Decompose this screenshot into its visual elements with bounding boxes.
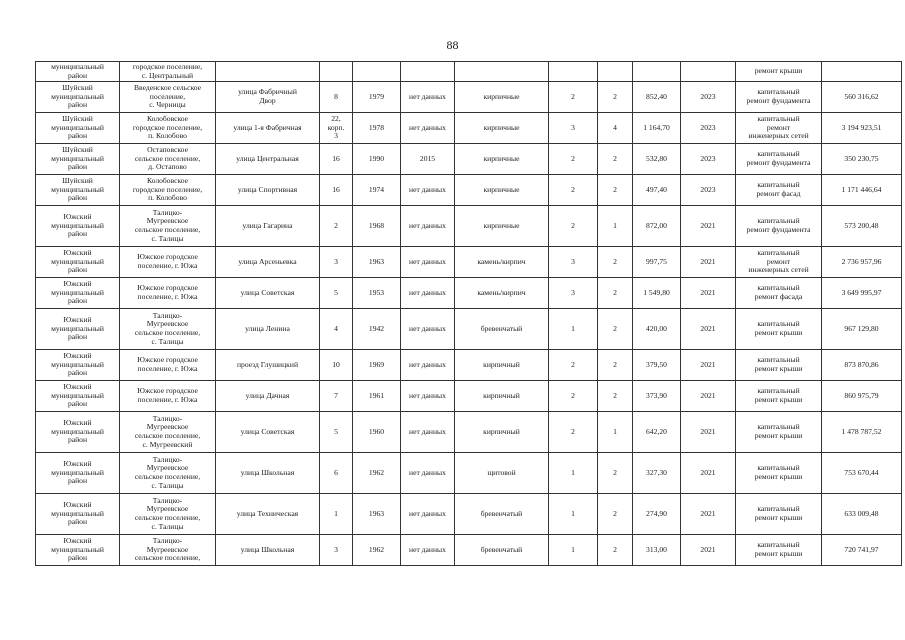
cell-floors: 2 (549, 381, 598, 412)
cell-street: улица Советская (216, 278, 320, 309)
table-row (36, 412, 902, 453)
cell-material: бревенчатый (455, 309, 549, 350)
cell-work: капитальный ремонт крыши (736, 381, 822, 412)
cell-year: 1961 (353, 381, 401, 412)
cell-year: 1978 (353, 113, 401, 144)
cell-material: кирпичные (455, 175, 549, 206)
cell-material: кирпичные (455, 82, 549, 113)
page-number: 88 (446, 38, 459, 52)
cell-work: капитальный ремонт крыши (736, 453, 822, 494)
cell-material: щитовой (455, 453, 549, 494)
cell-area: 532,80 (633, 144, 681, 175)
table-row (36, 247, 902, 278)
table-row (36, 381, 902, 412)
cell-settlement: Южское городское поселение, г. Южа (120, 278, 216, 309)
cell-entrances: 2 (598, 82, 633, 113)
cell-year (353, 62, 401, 82)
cell-last-repair: нет данных (401, 247, 455, 278)
table-row (36, 175, 902, 206)
cell-house: 10 (320, 350, 353, 381)
cell-floors (549, 62, 598, 82)
cell-cost: 873 870,86 (822, 350, 902, 381)
cell-last-repair: нет данных (401, 175, 455, 206)
cell-area: 373,90 (633, 381, 681, 412)
cell-street: улица Школьная (216, 535, 320, 566)
cell-work: капитальный ремонт крыши (736, 494, 822, 535)
cell-district: Южский муниципальный район (36, 412, 120, 453)
cell-floors: 2 (549, 206, 598, 247)
cell-cost: 1 478 787,52 (822, 412, 902, 453)
cell-year: 1974 (353, 175, 401, 206)
cell-work: капитальный ремонт инженерных сетей (736, 247, 822, 278)
cell-material: бревенчатый (455, 494, 549, 535)
cell-material: кирпичный (455, 381, 549, 412)
cell-entrances: 2 (598, 350, 633, 381)
cell-house: 1 (320, 494, 353, 535)
cell-plan-year: 2021 (681, 309, 736, 350)
cell-area: 872,00 (633, 206, 681, 247)
cell-district: Южский муниципальный район (36, 206, 120, 247)
cell-house: 5 (320, 278, 353, 309)
cell-area: 1 164,70 (633, 113, 681, 144)
cell-year: 1979 (353, 82, 401, 113)
cell-district: Южский муниципальный район (36, 350, 120, 381)
cell-entrances: 4 (598, 113, 633, 144)
cell-house: 4 (320, 309, 353, 350)
cell-cost: 753 670,44 (822, 453, 902, 494)
cell-area (633, 62, 681, 82)
cell-house: 16 (320, 144, 353, 175)
cell-entrances: 2 (598, 278, 633, 309)
cell-cost: 2 736 957,96 (822, 247, 902, 278)
cell-entrances: 2 (598, 381, 633, 412)
table-row (36, 453, 902, 494)
cell-last-repair: нет данных (401, 535, 455, 566)
table-body (36, 62, 902, 566)
cell-district: Шуйский муниципальный район (36, 82, 120, 113)
cell-house: 8 (320, 82, 353, 113)
cell-settlement: Талицко- Мугреевское сельское поселение, с. Талицы (120, 494, 216, 535)
cell-street: улица Центральная (216, 144, 320, 175)
cell-cost: 3 649 995,97 (822, 278, 902, 309)
cell-house: 3 (320, 535, 353, 566)
cell-material: бревенчатый (455, 535, 549, 566)
cell-entrances: 2 (598, 494, 633, 535)
cell-work: капитальный ремонт крыши (736, 309, 822, 350)
cell-district: Южский муниципальный район (36, 247, 120, 278)
cell-district: Шуйский муниципальный район (36, 144, 120, 175)
cell-year: 1962 (353, 535, 401, 566)
cell-plan-year: 2021 (681, 453, 736, 494)
cell-plan-year (681, 62, 736, 82)
cell-last-repair: нет данных (401, 494, 455, 535)
cell-house: 7 (320, 381, 353, 412)
cell-year: 1942 (353, 309, 401, 350)
cell-work: капитальный ремонт инженерных сетей (736, 113, 822, 144)
cell-district: Шуйский муниципальный район (36, 175, 120, 206)
cell-plan-year: 2021 (681, 381, 736, 412)
cell-entrances: 2 (598, 453, 633, 494)
cell-area: 497,40 (633, 175, 681, 206)
cell-street: улица Арсеньевка (216, 247, 320, 278)
cell-floors: 2 (549, 350, 598, 381)
cell-settlement: Остаповское сельское поселение, д. Остапово (120, 144, 216, 175)
cell-entrances: 2 (598, 247, 633, 278)
table-row (36, 309, 902, 350)
cell-settlement: Южское городское поселение, г. Южа (120, 350, 216, 381)
cell-street: улица Спортивная (216, 175, 320, 206)
cell-plan-year: 2023 (681, 113, 736, 144)
cell-area: 852,40 (633, 82, 681, 113)
cell-house: 3 (320, 247, 353, 278)
cell-floors: 1 (549, 535, 598, 566)
cell-material (455, 62, 549, 82)
cell-area: 327,30 (633, 453, 681, 494)
cell-floors: 2 (549, 412, 598, 453)
cell-last-repair: 2015 (401, 144, 455, 175)
cell-cost: 633 009,48 (822, 494, 902, 535)
cell-district: Шуйский муниципальный район (36, 113, 120, 144)
cell-plan-year: 2021 (681, 247, 736, 278)
cell-floors: 2 (549, 144, 598, 175)
cell-material: кирпичные (455, 113, 549, 144)
cell-settlement: Колобовское городское поселение, п. Колобово (120, 113, 216, 144)
cell-last-repair: нет данных (401, 278, 455, 309)
cell-material: кирпичные (455, 144, 549, 175)
cell-settlement: Талицко- Мугреевское сельское поселение, с. Мугреевский (120, 412, 216, 453)
cell-settlement: Южское городское поселение, г. Южа (120, 381, 216, 412)
cell-year: 1953 (353, 278, 401, 309)
table-row (36, 82, 902, 113)
housing-repair-table (35, 61, 902, 566)
cell-entrances: 2 (598, 144, 633, 175)
cell-plan-year: 2021 (681, 494, 736, 535)
table-row (36, 535, 902, 566)
table-row (36, 206, 902, 247)
cell-plan-year: 2023 (681, 144, 736, 175)
cell-floors: 1 (549, 309, 598, 350)
cell-work: капитальный ремонт крыши (736, 412, 822, 453)
table-row (36, 144, 902, 175)
cell-last-repair: нет данных (401, 381, 455, 412)
cell-district: Южский муниципальный район (36, 381, 120, 412)
cell-entrances: 1 (598, 206, 633, 247)
cell-year: 1963 (353, 494, 401, 535)
cell-settlement: Введенское сельское поселение, с. Черницы (120, 82, 216, 113)
cell-cost: 720 741,97 (822, 535, 902, 566)
cell-house: 6 (320, 453, 353, 494)
cell-street: улица Дачная (216, 381, 320, 412)
cell-area: 420,00 (633, 309, 681, 350)
cell-plan-year: 2023 (681, 175, 736, 206)
cell-area: 313,00 (633, 535, 681, 566)
cell-house: 22, корп. 3 (320, 113, 353, 144)
cell-year: 1968 (353, 206, 401, 247)
cell-settlement: Колобовское городское поселение, п. Колобово (120, 175, 216, 206)
cell-area: 1 549,80 (633, 278, 681, 309)
cell-work: ремонт крыши (736, 62, 822, 82)
cell-entrances: 1 (598, 412, 633, 453)
cell-entrances (598, 62, 633, 82)
cell-entrances: 2 (598, 535, 633, 566)
cell-last-repair: нет данных (401, 350, 455, 381)
cell-settlement: Талицко- Мугреевское сельское поселение, с. Талицы (120, 206, 216, 247)
cell-entrances: 2 (598, 175, 633, 206)
cell-floors: 3 (549, 247, 598, 278)
cell-cost: 967 129,80 (822, 309, 902, 350)
cell-work: капитальный ремонт крыши (736, 350, 822, 381)
cell-street (216, 62, 320, 82)
cell-floors: 2 (549, 175, 598, 206)
cell-last-repair: нет данных (401, 412, 455, 453)
cell-district: муниципальный район (36, 62, 120, 82)
table-row (36, 62, 902, 82)
cell-street: улица Фабричный Двор (216, 82, 320, 113)
cell-district: Южский муниципальный район (36, 453, 120, 494)
cell-district: Южский муниципальный район (36, 309, 120, 350)
cell-last-repair: нет данных (401, 82, 455, 113)
cell-floors: 3 (549, 113, 598, 144)
cell-settlement: Талицко- Мугреевское сельское поселение, (120, 535, 216, 566)
cell-material: кирпичный (455, 350, 549, 381)
cell-last-repair: нет данных (401, 206, 455, 247)
cell-plan-year: 2021 (681, 535, 736, 566)
cell-cost (822, 62, 902, 82)
cell-area: 997,75 (633, 247, 681, 278)
table-row (36, 113, 902, 144)
cell-work: капитальный ремонт фундамента (736, 82, 822, 113)
cell-plan-year: 2023 (681, 82, 736, 113)
cell-plan-year: 2021 (681, 350, 736, 381)
cell-year: 1969 (353, 350, 401, 381)
cell-last-repair: нет данных (401, 309, 455, 350)
cell-cost: 573 200,48 (822, 206, 902, 247)
cell-cost: 860 975,79 (822, 381, 902, 412)
cell-street: улица Ленина (216, 309, 320, 350)
cell-street: улица Школьная (216, 453, 320, 494)
cell-year: 1962 (353, 453, 401, 494)
cell-cost: 560 316,62 (822, 82, 902, 113)
cell-last-repair (401, 62, 455, 82)
cell-house: 16 (320, 175, 353, 206)
cell-work: капитальный ремонт крыши (736, 535, 822, 566)
cell-settlement: Талицко- Мугреевское сельское поселение, с. Талицы (120, 309, 216, 350)
cell-entrances: 2 (598, 309, 633, 350)
cell-floors: 1 (549, 494, 598, 535)
cell-year: 1990 (353, 144, 401, 175)
cell-street: улица Гагарина (216, 206, 320, 247)
cell-settlement: городское поселение, с. Центральный (120, 62, 216, 82)
cell-work: капитальный ремонт фундамента (736, 144, 822, 175)
cell-settlement: Талицко- Мугреевское сельское поселение, с. Талицы (120, 453, 216, 494)
cell-district: Южский муниципальный район (36, 278, 120, 309)
table-row (36, 278, 902, 309)
cell-area: 642,20 (633, 412, 681, 453)
table-row (36, 494, 902, 535)
cell-area: 274,90 (633, 494, 681, 535)
cell-cost: 3 194 923,51 (822, 113, 902, 144)
cell-street: улица 1-я Фабричная (216, 113, 320, 144)
cell-material: камень/кирпич (455, 247, 549, 278)
cell-cost: 1 171 446,64 (822, 175, 902, 206)
cell-work: капитальный ремонт фасада (736, 278, 822, 309)
cell-street: улица Техническая (216, 494, 320, 535)
cell-work: капитальный ремонт фасад (736, 175, 822, 206)
cell-floors: 2 (549, 82, 598, 113)
cell-floors: 3 (549, 278, 598, 309)
cell-district: Южский муниципальный район (36, 494, 120, 535)
cell-house: 2 (320, 206, 353, 247)
cell-house (320, 62, 353, 82)
cell-material: камень/кирпич (455, 278, 549, 309)
cell-district: Южский муниципальный район (36, 535, 120, 566)
cell-work: капитальный ремонт фундамента (736, 206, 822, 247)
cell-street: улица Советская (216, 412, 320, 453)
cell-area: 379,50 (633, 350, 681, 381)
cell-settlement: Южское городское поселение, г. Южа (120, 247, 216, 278)
cell-plan-year: 2021 (681, 412, 736, 453)
cell-street: проезд Глушицкий (216, 350, 320, 381)
cell-year: 1963 (353, 247, 401, 278)
table-row (36, 350, 902, 381)
cell-plan-year: 2021 (681, 278, 736, 309)
cell-house: 5 (320, 412, 353, 453)
cell-floors: 1 (549, 453, 598, 494)
cell-material: кирпичный (455, 412, 549, 453)
cell-year: 1960 (353, 412, 401, 453)
cell-cost: 350 230,75 (822, 144, 902, 175)
cell-material: кирпичные (455, 206, 549, 247)
cell-last-repair: нет данных (401, 453, 455, 494)
cell-plan-year: 2021 (681, 206, 736, 247)
cell-last-repair: нет данных (401, 113, 455, 144)
